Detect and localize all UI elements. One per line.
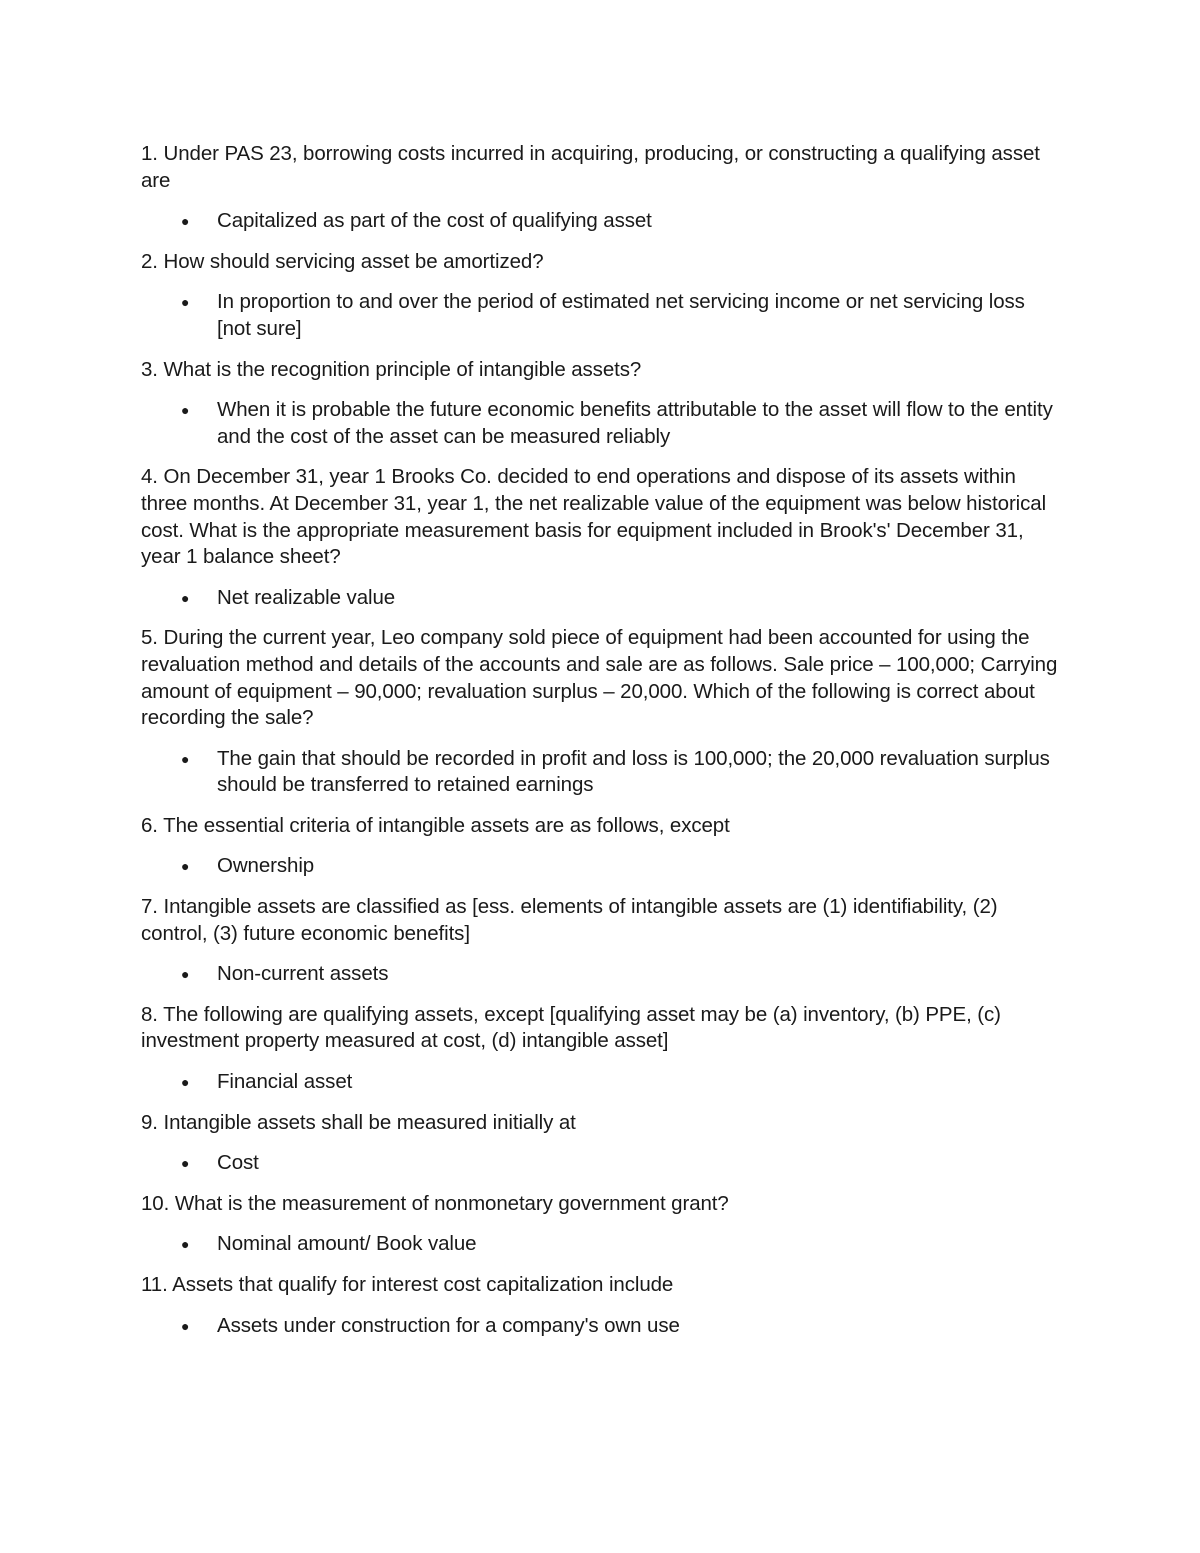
question-text: Assets that qualify for interest cost capitalization include [172,1273,674,1296]
question-number: 7. [141,895,158,919]
question-number: 11. [141,1273,168,1296]
question-text: The following are qualifying assets, except [qualifying asset may be (a) inventory, (b) PPE, (c) investment property measured at cost, (d) intangible asset] [141,1002,1001,1053]
question-text: Intangible assets are classified as [ess. elements of intangible assets are (1) identifiability, (2) control, (3) future economic benefits] [141,895,998,945]
question-text: The essential criteria of intangible assets are as follows, except [163,813,730,837]
question-6 [141,813,1061,840]
question-number: 10. [141,1191,170,1215]
bullet-icon: ● [181,1155,190,1172]
bullet-icon: ● [181,402,190,419]
document-body [141,141,1061,1353]
question-text: During the current year, Leo company sold piece of equipment had been accounted for using the revaluation method and details of the accounts and sale are as follows. Sale price – 100,000; Carrying amount of equipment – 90,000; revaluation surplus – 20,000. Which of the following is correct about recording the sale? [141,626,1058,730]
question-11 [141,1272,1061,1299]
answer-list-11 [141,1313,1061,1340]
answer-text: Ownership [217,854,315,878]
answer-text: Assets under construction for a company's own use [217,1313,680,1337]
answer-list-3 [141,397,1061,450]
answer-text: Cost [217,1151,259,1175]
answer-text: Non-current assets [217,962,389,986]
bullet-icon: ● [181,858,190,875]
question-4 [141,464,1061,570]
question-2 [141,249,1061,276]
answer-text: Net realizable value [217,585,396,609]
answer-2 [141,289,1061,342]
answer-list-4 [141,585,1061,612]
question-number: 5. [141,626,158,650]
bullet-icon: ● [181,1317,190,1334]
bullet-icon: ● [181,1074,190,1091]
question-7 [141,894,1061,947]
question-text: On December 31, year 1 Brooks Co. decided to end operations and dispose of its assets within three months. At December 31, year 1, the net realizable value of the equipment was below historical cost. What is the appropriate measurement basis for equipment included in Brook's' December 31, year 1 balance sheet? [141,465,1047,569]
answer-6 [141,853,1061,880]
question-9 [141,1110,1061,1137]
question-number: 4. [141,465,158,489]
answer-9 [141,1150,1061,1177]
question-10 [141,1191,1061,1218]
answer-text: When it is probable the future economic benefits attributable to the asset will flow to the entity and the cost of the asset can be measured reliably [217,398,1053,448]
answer-text: The gain that should be recorded in profit and loss is 100,000; the 20,000 revaluation surplus should be transferred to retained earnings [217,746,1050,797]
answer-text: Capitalized as part of the cost of qualifying asset [217,209,652,233]
question-text: Under PAS 23, borrowing costs incurred in acquiring, producing, or constructing a qualifying asset are [141,142,1040,192]
answer-list-2 [141,289,1061,342]
answer-list-1 [141,208,1061,235]
bullet-icon: ● [181,1236,190,1253]
question-text: What is the measurement of nonmonetary government grant? [174,1191,729,1215]
answer-1 [141,208,1061,235]
bullet-icon: ● [181,589,190,606]
question-3 [141,357,1061,384]
answer-list-10 [141,1231,1061,1258]
answer-4 [141,585,1061,612]
answer-list-5 [141,746,1061,799]
answer-10 [141,1231,1061,1258]
question-number: 6. [141,813,158,837]
question-number: 2. [141,249,158,273]
question-number: 8. [141,1002,158,1026]
answer-11 [141,1313,1061,1340]
answer-5 [141,746,1061,799]
bullet-icon: ● [181,966,190,983]
answer-list-7 [141,961,1061,988]
answer-list-8 [141,1069,1061,1096]
question-number: 3. [141,357,158,381]
question-1 [141,141,1061,194]
question-5 [141,625,1061,731]
question-number: 9. [141,1110,158,1134]
answer-3 [141,397,1061,450]
question-text: Intangible assets shall be measured initially at [163,1110,576,1134]
bullet-icon: ● [181,294,190,311]
answer-7 [141,961,1061,988]
answer-text: Financial asset [217,1070,353,1094]
bullet-icon: ● [181,213,190,230]
answer-text: Nominal amount/ Book value [217,1232,477,1256]
answer-list-9 [141,1150,1061,1177]
question-8 [141,1002,1061,1055]
question-number: 1. [141,142,158,165]
answer-8 [141,1069,1061,1096]
answer-list-6 [141,853,1061,880]
answer-text: In proportion to and over the period of estimated net servicing income or net servicing loss [not sure] [217,290,1025,340]
question-text: How should servicing asset be amortized? [163,249,544,273]
question-text: What is the recognition principle of intangible assets? [163,357,642,381]
bullet-icon: ● [181,750,190,767]
